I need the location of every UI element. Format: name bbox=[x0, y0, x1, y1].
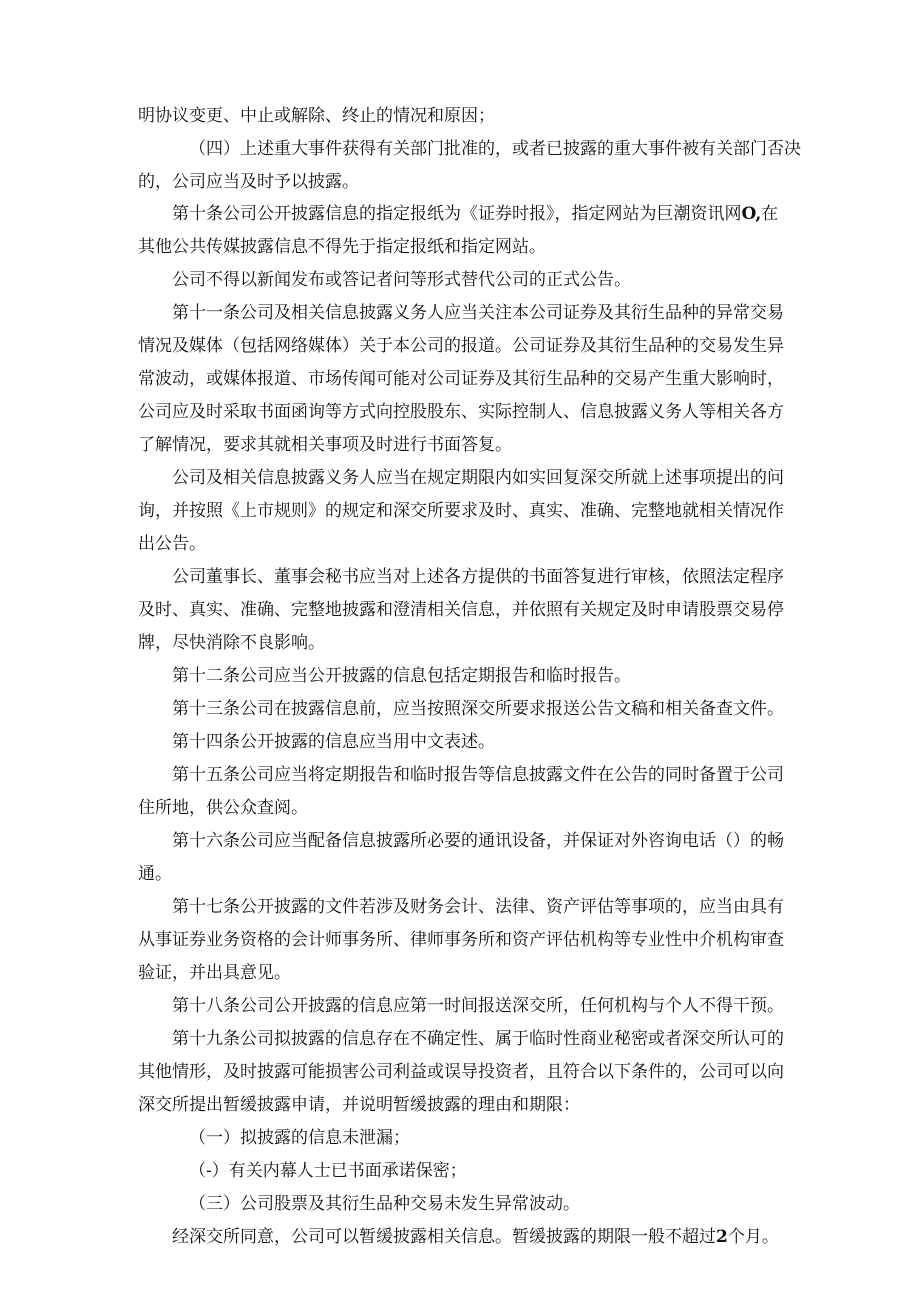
text-span: 第十条公司公开披露信息的指定报纸为《证券时报》，指定网站为巨潮资讯网 bbox=[172, 204, 742, 224]
text-line: 第十九条公司拟披露的信息存在不确定性、属于临时性商业秘密或者深交所认可的 bbox=[172, 1029, 784, 1049]
text-line bbox=[172, 1229, 822, 1246]
text-line: 情况及媒体（包括网络媒体）关于本公司的报道。公司证券及其衍生品种的交易发生异 bbox=[138, 336, 784, 356]
text-line: （-）有关内幕人士已书面承诺保密； bbox=[189, 1161, 467, 1181]
text-line: 明协议变更、中止或解除、终止的情况和原因； bbox=[138, 106, 495, 126]
text-line: 的，公司应当及时予以披露。 bbox=[138, 172, 359, 192]
text-line: 第十五条公司应当将定期报告和临时报告等信息披露文件在公告的同时备置于公司 bbox=[172, 765, 784, 785]
text-line: 公司及相关信息披露义务人应当在规定期限内如实回复深交所就上述事项提出的问 bbox=[172, 468, 784, 488]
text-line: 及时、真实、准确、完整地披露和澄清相关信息，并依照有关规定及时申请股票交易停 bbox=[138, 600, 784, 620]
text-line: （四）上述重大事件获得有关部门批准的，或者已披露的重大事件被有关部门否决 bbox=[189, 139, 801, 159]
text-line: 第十四条公开披露的信息应当用中文表述。 bbox=[172, 732, 495, 752]
text-span: 经深交所同意，公司可以暂缓披露相关信息。暂缓披露的期限一般不超过 bbox=[172, 1227, 716, 1247]
text-line: 深交所提出暂缓披露申请，并说明暂缓披露的理由和期限： bbox=[138, 1095, 580, 1115]
text-line: 验证，并出具意见。 bbox=[138, 963, 291, 983]
text-line: 第十二条公司应当公开披露的信息包括定期报告和临时报告。 bbox=[172, 666, 631, 686]
text-line: 住所地，供公众查阅。 bbox=[138, 798, 308, 818]
text-line: 了解情况，要求其就相关事项及时进行书面答复。 bbox=[138, 435, 512, 455]
text-line: （三）公司股票及其衍生品种交易未发生异常波动。 bbox=[189, 1194, 580, 1214]
text-line: 询，并按照《上市规则》的规定和深交所要求及时、真实、准确、完整地就相关情况作 bbox=[138, 501, 784, 521]
text-line: 第十八条公司公开披露的信息应第一时间报送深交所，任何机构与个人不得干预。 bbox=[172, 996, 784, 1016]
text-line: 公司应及时采取书面函询等方式向控股股东、实际控制人、信息披露义务人等相关各方 bbox=[138, 402, 784, 422]
text-line: 出公告。 bbox=[138, 534, 206, 554]
text-span-bold: 2 bbox=[716, 1227, 728, 1247]
text-line: 牌，尽快消除不良影响。 bbox=[138, 633, 325, 653]
text-line: 常波动，或媒体报道、市场传闻可能对公司证券及其衍生品种的交易产生重大影响时， bbox=[138, 369, 784, 389]
text-line: 其他情形，及时披露可能损害公司利益或误导投资者，且符合以下条件的，公司可以向 bbox=[138, 1062, 784, 1082]
text-line bbox=[172, 206, 822, 223]
text-line: 第十一条公司及相关信息披露义务人应当关注本公司证券及其衍生品种的异常交易 bbox=[172, 303, 784, 323]
text-line: 其他公共传媒披露信息不得先于指定报纸和指定网站。 bbox=[138, 237, 546, 257]
text-span-bold: O, bbox=[741, 204, 762, 224]
text-span: 个月。 bbox=[727, 1227, 779, 1247]
text-line: 通。 bbox=[138, 864, 172, 884]
text-line: （一）拟披露的信息未泄漏； bbox=[189, 1128, 410, 1148]
text-span: 在 bbox=[761, 204, 779, 224]
text-line: 第十三条公司在披露信息前，应当按照深交所要求报送公告文稿和相关备查文件。 bbox=[172, 699, 784, 719]
text-line: 第十七条公开披露的文件若涉及财务会计、法律、资产评估等事项的，应当由具有 bbox=[172, 897, 784, 917]
text-line: 从事证券业务资格的会计师事务所、律师事务所和资产评估机构等专业性中介机构审查 bbox=[138, 930, 784, 950]
text-line: 公司董事长、董事会秘书应当对上述各方提供的书面答复进行审核，依照法定程序 bbox=[172, 567, 784, 587]
text-line: 公司不得以新闻发布或答记者问等形式替代公司的正式公告。 bbox=[172, 270, 631, 290]
text-line: 第十六条公司应当配备信息披露所必要的通讯设备，并保证对外咨询电话（）的畅 bbox=[172, 831, 784, 851]
